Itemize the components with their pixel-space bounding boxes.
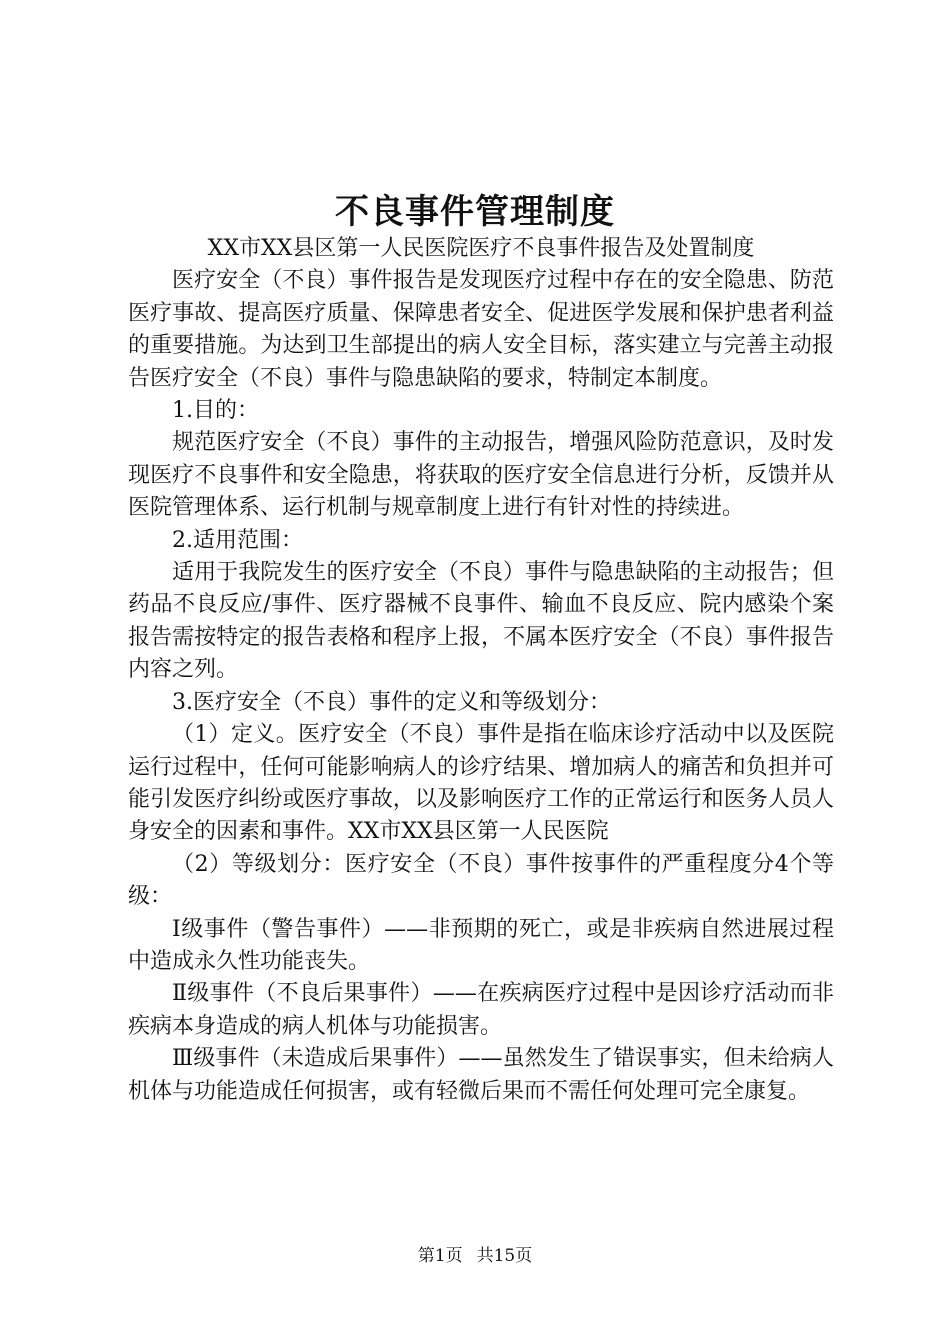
section-heading-purpose: 1.目的： [172, 398, 259, 424]
document-title: 不良事件管理制度 [335, 192, 615, 232]
paragraph-scope: 适用于我院发生的医疗安全（不良）事件与隐患缺陷的主动报告；但药品不良反应/事件、医疗器械不良事件、输血不良反应、院内感染个案报告需按特定的报告表格和程序上报，不属本医疗安全（不良）事件报告内容之列。 [128, 560, 834, 683]
document-subtitle: XX市XX县区第一人民医院医疗不良事件报告及处置制度 [207, 236, 755, 261]
page-footer [0, 1241, 950, 1266]
page-number: 第1页 [417, 1246, 463, 1266]
paragraph-level-1: Ⅰ级事件（警告事件）——非预期的死亡，或是非疾病自然进展过程中造成永久性功能丧失。 [128, 916, 834, 974]
paragraph-purpose: 规范医疗安全（不良）事件的主动报告，增强风险防范意识，及时发现医疗不良事件和安全隐患，将获取的医疗安全信息进行分析，反馈并从医院管理体系、运行机制与规章制度上进行有针对性的持续进。 [128, 430, 834, 521]
document-body [128, 233, 834, 1108]
paragraph-intro: 医疗安全（不良）事件报告是发现医疗过程中存在的安全隐患、防范医疗事故、提高医疗质量、保障患者安全、促进医学发展和保护患者利益的重要措施。为达到卫生部提出的病人安全目标，落实建立与完善主动报告医疗安全（不良）事件与隐患缺陷的要求，特制定本制度。 [128, 268, 834, 391]
paragraph-definition: （1）定义。医疗安全（不良）事件是指在临床诊疗活动中以及医院运行过程中，任何可能影响病人的诊疗结果、增加病人的痛苦和负担并可能引发医疗纠纷或医疗事故，以及影响医疗工作的正常运行和医务人员人身安全的因素和事件。XX市XX县区第一人民医院 [128, 722, 834, 845]
paragraph-level-3: Ⅲ级事件（未造成后果事件）——虽然发生了错误事实，但未给病人机体与功能造成任何损害，或有轻微后果而不需任何处理可完全康复。 [128, 1046, 834, 1104]
section-heading-definition: 3.医疗安全（不良）事件的定义和等级划分： [172, 689, 611, 715]
page-total: 共15页 [476, 1246, 533, 1266]
section-heading-scope: 2.适用范围： [172, 527, 303, 553]
paragraph-grading: （2）等级划分：医疗安全（不良）事件按事件的严重程度分4个等级： [128, 851, 834, 910]
paragraph-level-2: Ⅱ级事件（不良后果事件）——在疾病医疗过程中是因诊疗活动而非疾病本身造成的病人机体与功能损害。 [128, 981, 834, 1039]
